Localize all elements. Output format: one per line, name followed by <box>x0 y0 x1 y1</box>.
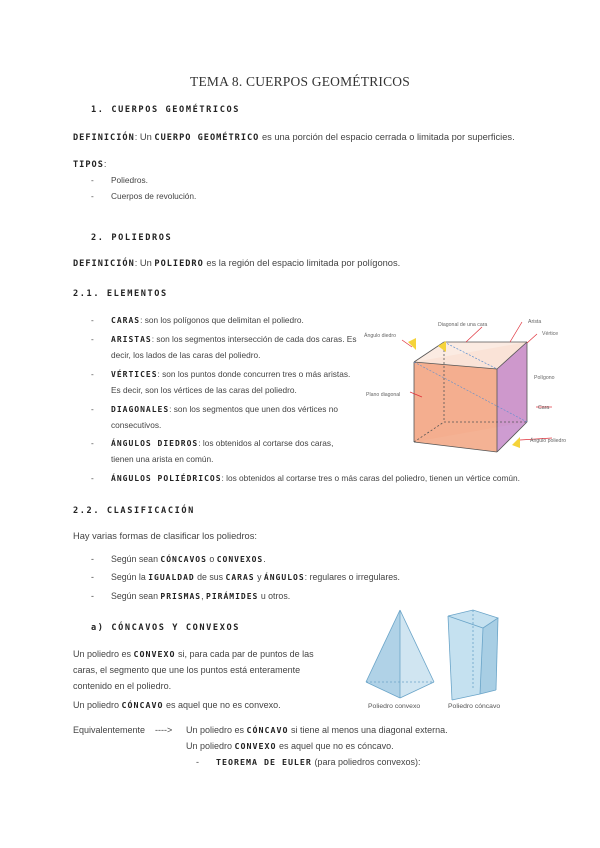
section-2-1-heading: 2.1. ELEMENTOS <box>73 289 168 299</box>
section-2-heading: 2. POLIEDROS <box>91 233 173 243</box>
list-item-caras: - CARAS: son los polígonos que delimitan el poliedro. <box>91 315 304 325</box>
definition-1 <box>73 132 515 143</box>
convex-definition <box>73 646 314 694</box>
concave-equivalent <box>186 725 448 735</box>
text: de sus <box>194 572 226 582</box>
convex-equivalent <box>186 741 394 751</box>
term: CÓNCAVO <box>121 700 164 710</box>
term: ÁNGULOS <box>263 573 305 582</box>
definition-text: : Un <box>134 132 155 142</box>
text: : regulares o irregulares. <box>304 572 400 582</box>
text: u otros. <box>258 591 291 601</box>
label-diagonal-cara: Diagonal de una cara <box>438 322 488 328</box>
angle-marker <box>408 338 416 350</box>
term: ÁNGULOS POLIÉDRICOS <box>111 474 222 483</box>
definition-text: es una porción del espacio cerrada o limitada por superficies. <box>259 132 515 142</box>
definition-term: POLIEDRO <box>154 259 204 269</box>
text: Un poliedro <box>73 700 122 710</box>
text: o <box>206 554 217 564</box>
text: si, para cada par de puntos de las <box>175 649 314 659</box>
term: CARAS <box>111 316 141 325</box>
term-text-cont: consecutivos. <box>111 420 162 430</box>
definition-2 <box>73 258 400 269</box>
definition-key: DEFINICIÓN <box>73 259 135 269</box>
subsection-a-heading: a) CÓNCAVOS Y CONVEXOS <box>91 623 241 633</box>
text: Según sean <box>111 554 161 564</box>
text: es aquel que no es convexo. <box>163 700 281 710</box>
list-item: - Según la IGUALDAD de sus CARAS y ÁNGULOS: regulares o irregulares. <box>91 572 400 582</box>
front-face <box>414 362 497 452</box>
term-text: : son los polígonos que delimitan el poliedro. <box>140 315 304 325</box>
list-item-aristas: - ARISTAS: son los segmentos intersección de cada dos caras. Es <box>91 334 357 344</box>
page-title: TEMA 8. CUERPOS GEOMÉTRICOS <box>190 74 410 89</box>
term: DIAGONALES <box>111 405 170 414</box>
term-text-cont: tienen una arista en común. <box>111 454 214 464</box>
text: caras, el segmento que une los puntos está enteramente <box>73 665 301 675</box>
caption-concave: Poliedro cóncavo <box>448 703 501 710</box>
label-vertice: Vértice <box>542 331 559 337</box>
text: es aquel que no es cóncavo. <box>276 741 394 751</box>
label-cara: Cara <box>538 405 550 411</box>
convex-pyramid-illustration <box>360 608 510 704</box>
caption-convex: Poliedro convexo <box>368 703 421 710</box>
term-text-cont: decir, los lados de las caras del poliedro. <box>111 350 261 360</box>
text: . <box>263 554 266 564</box>
term-text: : son los segmentos intersección de cada dos caras. Es <box>151 334 357 344</box>
list-item-angulos-diedros: - ÁNGULOS DIEDROS: los obtenidos al cortarse dos caras, <box>91 438 334 448</box>
text: contenido en el poliedro. <box>73 681 172 691</box>
term-text: : los obtenidos al cortarse dos caras, <box>198 438 334 448</box>
term: ÁNGULOS DIEDROS <box>111 439 199 448</box>
term: CONVEXO <box>133 649 176 659</box>
tipos-label: TIPOS <box>73 160 104 170</box>
term: CONVEXO <box>234 741 277 751</box>
polyhedral-angle-marker <box>512 437 520 448</box>
text: si tiene al menos una diagonal externa. <box>288 725 448 735</box>
list-item-text: Poliedros. <box>111 175 148 185</box>
list-item-angulos-poliedricos: - ÁNGULOS POLIÉDRICOS: los obtenidos al cortarse tres o más caras del poliedro, tienen un vértice común. <box>91 473 520 483</box>
label-angulo-diedro: Ángulo diedro <box>364 333 397 339</box>
list-item-diagonales: - DIAGONALES: son los segmentos que unen dos vértices no <box>91 404 338 414</box>
tipos-colon: : <box>103 159 107 169</box>
classification-intro: Hay varias formas de clasificar los poliedros: <box>73 531 257 541</box>
section-2-2-heading: 2.2. CLASIFICACIÓN <box>73 506 195 516</box>
text: (para poliedros convexos): <box>311 757 421 767</box>
term-text: : son los segmentos que unen dos vértices no <box>169 404 338 414</box>
definition-text: es la región del espacio limitada por polígonos. <box>203 258 401 268</box>
label-plano-diagonal: Plano diagonal <box>366 392 401 398</box>
list-item: - Según sean PRISMAS, PIRÁMIDES u otros. <box>91 591 291 601</box>
list-item: - Según sean CÓNCAVOS o CONVEXOS. <box>91 554 266 564</box>
section-1-heading: 1. CUERPOS GEOMÉTRICOS <box>91 105 241 115</box>
term-text: : son los puntos donde concurren tres o más aristas. <box>157 369 351 379</box>
definition-key: DEFINICIÓN <box>73 133 135 143</box>
text: , <box>201 591 207 601</box>
term: PIRÁMIDES <box>206 592 259 601</box>
text: Según sean <box>111 591 161 601</box>
text: y <box>254 572 264 582</box>
text: Un poliedro <box>186 741 235 751</box>
list-item: - Cuerpos de revolución. <box>91 191 197 201</box>
term: ARISTAS <box>111 335 152 344</box>
text: Según la <box>111 572 149 582</box>
text: Un poliedro es <box>186 725 247 735</box>
term: CARAS <box>225 573 255 582</box>
list-item-text: Cuerpos de revolución. <box>111 191 197 201</box>
term: IGUALDAD <box>148 573 195 582</box>
list-item: - Poliedros. <box>91 175 148 185</box>
term: PRISMAS <box>160 592 202 601</box>
term-text-cont: Es decir, son los vértices de las caras del poliedro. <box>111 385 297 395</box>
term: CÓNCAVOS <box>160 555 207 564</box>
label-poligono: Polígono <box>534 375 555 381</box>
definition-term: CUERPO GEOMÉTRICO <box>154 133 260 143</box>
tipos-heading <box>73 159 106 170</box>
term-text: : los obtenidos al cortarse tres o más caras del poliedro, tienen un vértice común. <box>221 473 520 483</box>
equivalently-label: Equivalentemente ----> <box>73 725 173 735</box>
term: VÉRTICES <box>111 370 158 379</box>
term: TEOREMA DE EULER <box>216 757 312 767</box>
text: Un poliedro es <box>73 649 134 659</box>
list-item-vertices: - VÉRTICES: son los puntos donde concurren tres o más aristas. <box>91 369 351 379</box>
label-arista: Arista <box>528 319 542 325</box>
label-angulo-poliedro: Ángulo poliedro <box>530 438 567 444</box>
concave-definition <box>73 700 281 710</box>
definition-text: : Un <box>134 258 155 268</box>
term: CONVEXOS <box>216 555 264 564</box>
euler-theorem: - TEOREMA DE EULER (para poliedros convexos): <box>196 757 421 767</box>
term: CÓNCAVO <box>246 725 289 735</box>
prism-elements-diagram <box>362 312 572 462</box>
